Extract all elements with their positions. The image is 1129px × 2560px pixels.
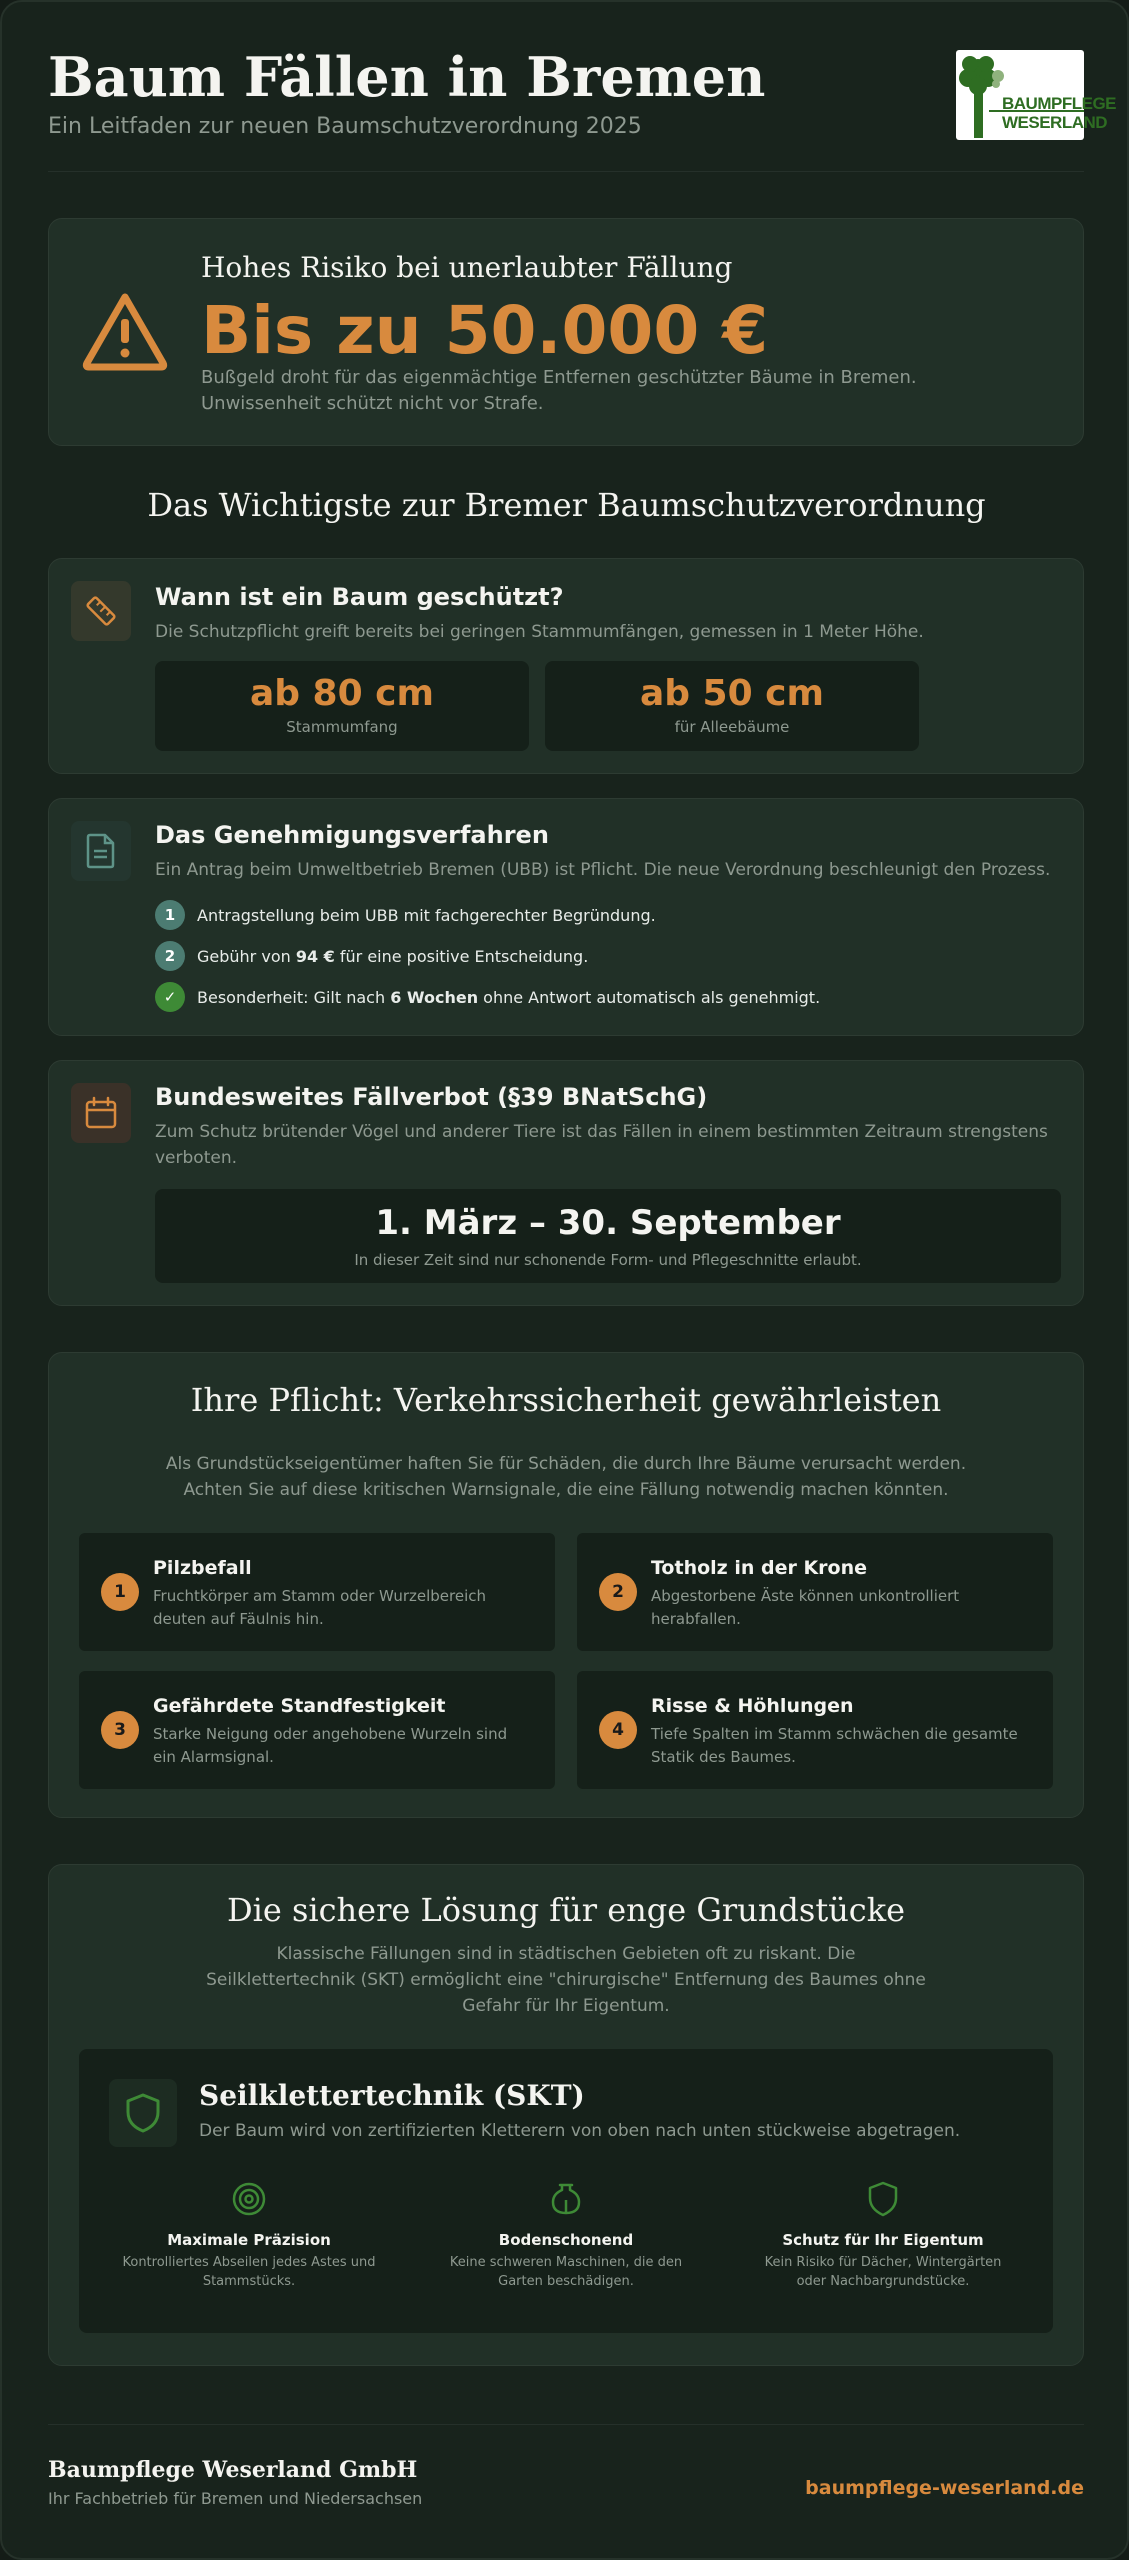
logo-text-1: BAUMPFLEGE [1002,94,1116,113]
feature-desc [99,2253,399,2291]
section-title: Das Wichtigste zur Bremer Baumschutzverordnung [147,486,986,524]
company-tagline: Ihr Fachbetrieb für Bremen und Niedersachsen [48,2489,423,2508]
deadline-weeks: 6 Wochen [390,987,479,1007]
step-text: Antragstellung beim UBB mit fachgerechter Begründung. [197,905,656,925]
risk-title: Hohes Risiko bei unerlaubter Fällung [201,251,733,284]
duty-desc [49,1451,1083,1503]
solution-card [48,1864,1084,2366]
sign-desc-line: Statik des Baumes. [651,1748,796,1766]
warning-sign-deadwood [577,1533,1053,1651]
header [48,42,1116,172]
shield-icon [109,2079,177,2147]
protected-desc: Die Schutzpflicht greift bereits bei geringen Stammumfängen, gemessen in 1 Meter Höhe. [155,622,924,642]
sign-desc [651,1585,1031,1631]
sign-number: 1 [101,1573,139,1611]
fee-amount: 94 € [295,946,335,966]
feature-desc [733,2253,1033,2291]
step-number: 1 [155,900,185,930]
step-text-pre: Besonderheit: Gilt nach [197,987,391,1007]
company-logo [956,50,1116,140]
sign-title: Totholz in der Krone [651,1557,868,1579]
step-number: 2 [155,941,185,971]
ban-period-box [155,1189,1061,1283]
solution-title: Die sichere Lösung für enge Grundstücke [226,1891,906,1929]
sign-desc [153,1585,533,1631]
sign-desc-line: herabfallen. [651,1610,741,1628]
risk-desc-line-1: Bußgeld droht für das eigenmächtige Entfernen geschützter Bäume in Bremen. [201,367,917,388]
feature-desc-line: Kontrolliertes Abseilen jedes Astes und [122,2255,376,2270]
protected-card [48,558,1084,774]
check-icon: ✓ [155,982,185,1012]
sign-desc-line: Fruchtkörper am Stamm oder Wurzelbereich [153,1587,487,1605]
website-link[interactable]: baumpflege-weserland.de [805,2477,1084,2499]
sign-desc-line: Starke Neigung oder angehobene Wurzeln sind [153,1725,508,1743]
leaf-sprout-icon [416,2179,716,2219]
step-text-post: für eine positive Entscheidung. [334,946,589,966]
stat-avenue-trees [545,661,919,751]
warning-sign-fungus [79,1533,555,1651]
page-subtitle: Ein Leitfaden zur neuen Baumschutzverordnung 2025 [48,114,642,139]
feature-desc-line: Garten beschädigen. [498,2274,634,2289]
sign-number: 4 [599,1711,637,1749]
ruler-icon [71,581,131,641]
approval-title: Das Genehmigungsverfahren [155,821,549,849]
company-name: Baumpflege Weserland GmbH [48,2457,418,2483]
solution-desc-line-3: Gefahr für Ihr Eigentum. [462,1996,670,2016]
fine-amount: Bis zu 50.000 € [201,292,769,369]
risk-card [48,218,1084,446]
ban-desc [155,1119,1048,1171]
warning-triangle-icon [81,291,169,375]
feature-title: Bodenschonend [498,2231,634,2249]
warning-sign-cracks [577,1671,1053,1789]
sign-desc-line: deuten auf Fäulnis hin. [153,1610,324,1628]
ban-desc-line-2: verboten. [155,1148,238,1168]
ban-period: 1. März – 30. September [375,1203,841,1243]
logo-text-2: WESERLAND [1002,113,1108,132]
sign-desc [651,1723,1031,1769]
stat-value: ab 80 cm [249,673,435,714]
ban-card [48,1060,1084,1306]
approval-step-1 [155,899,656,931]
feature-desc-line: Keine schweren Maschinen, die den [449,2255,683,2270]
document-icon [71,821,131,881]
step-text [197,947,588,966]
stat-label: Stammumfang [286,718,398,736]
ban-note: In dieser Zeit sind nur schonende Form- und Pflegeschnitte erlaubt. [354,1251,862,1269]
feature-property-protection [733,2179,1033,2291]
approval-step-2 [155,940,588,972]
sign-number: 2 [599,1573,637,1611]
sign-title: Pilzbefall [153,1557,252,1579]
feature-desc-line: oder Nachbargrundstücke. [796,2274,970,2289]
shield-icon [733,2179,1033,2219]
sign-desc [153,1723,533,1769]
sign-desc-line: ein Alarmsignal. [153,1748,274,1766]
solution-desc-line-2: Seilklettertechnik (SKT) ermöglicht eine "chirurgische" Entfernung des Baumes ohne [206,1970,926,1990]
skt-box [79,2049,1053,2333]
skt-title: Seilklettertechnik (SKT) [199,2079,585,2112]
step-text [197,988,820,1007]
solution-desc-line-1: Klassische Fällungen sind in städtischen Gebieten oft zu riskant. Die [276,1944,856,1964]
duty-desc-line-1: Als Grundstückseigentümer haften Sie für Schäden, die durch Ihre Bäume verursacht werden. [165,1454,967,1474]
step-text-post: ohne Antwort automatisch als genehmigt. [478,987,821,1007]
feature-ground-friendly [416,2179,716,2291]
approval-step-special [155,981,820,1013]
duty-title: Ihre Pflicht: Verkehrssicherheit gewährleisten [190,1381,942,1419]
risk-desc-line-2: Unwissenheit schützt nicht vor Strafe. [201,393,544,414]
feature-desc-line: Stammstücks. [202,2274,296,2289]
sign-number: 3 [101,1711,139,1749]
feature-desc-line: Kein Risiko für Dächer, Wintergärten [764,2255,1002,2270]
sign-title: Risse & Höhlungen [651,1695,854,1717]
approval-desc: Ein Antrag beim Umweltbetrieb Bremen (UBB) ist Pflicht. Die neue Verordnung beschleunigt den Prozess. [155,860,1051,880]
feature-title: Schutz für Ihr Eigentum [782,2231,984,2249]
feature-title: Maximale Präzision [167,2231,331,2249]
sign-desc-line: Tiefe Spalten im Stamm schwächen die gesamte [651,1725,1018,1743]
ban-title: Bundesweites Fällverbot (§39 BNatSchG) [155,1083,708,1111]
solution-desc [199,1941,933,2019]
stat-trunk-circumference [155,661,529,751]
footer [48,2424,1084,2524]
warning-sign-stability [79,1671,555,1789]
protected-title: Wann ist ein Baum geschützt? [155,583,564,611]
step-text-pre: Gebühr von [197,946,296,966]
risk-description [201,365,1041,417]
page-title: Baum Fällen in Bremen [48,45,766,109]
feature-precision [99,2179,399,2291]
feature-desc [416,2253,716,2291]
duty-desc-line-2: Achten Sie auf diese kritischen Warnsignale, die eine Fällung notwendig machen könnten. [183,1480,949,1500]
calendar-icon [71,1083,131,1143]
approval-card [48,798,1084,1036]
duty-card [48,1352,1084,1818]
ban-desc-line-1: Zum Schutz brütender Vögel und anderer Tiere ist das Fällen in einem bestimmten Zeitraum strengstens [155,1122,1048,1142]
stat-value: ab 50 cm [639,673,825,714]
stat-label: für Alleebäume [674,718,790,736]
skt-desc: Der Baum wird von zertifizierten Kletterern von oben nach unten stückweise abgetragen. [199,2121,961,2141]
sign-title: Gefährdete Standfestigkeit [153,1695,446,1717]
sign-desc-line: Abgestorbene Äste können unkontrolliert [651,1587,960,1605]
target-icon [99,2179,399,2219]
